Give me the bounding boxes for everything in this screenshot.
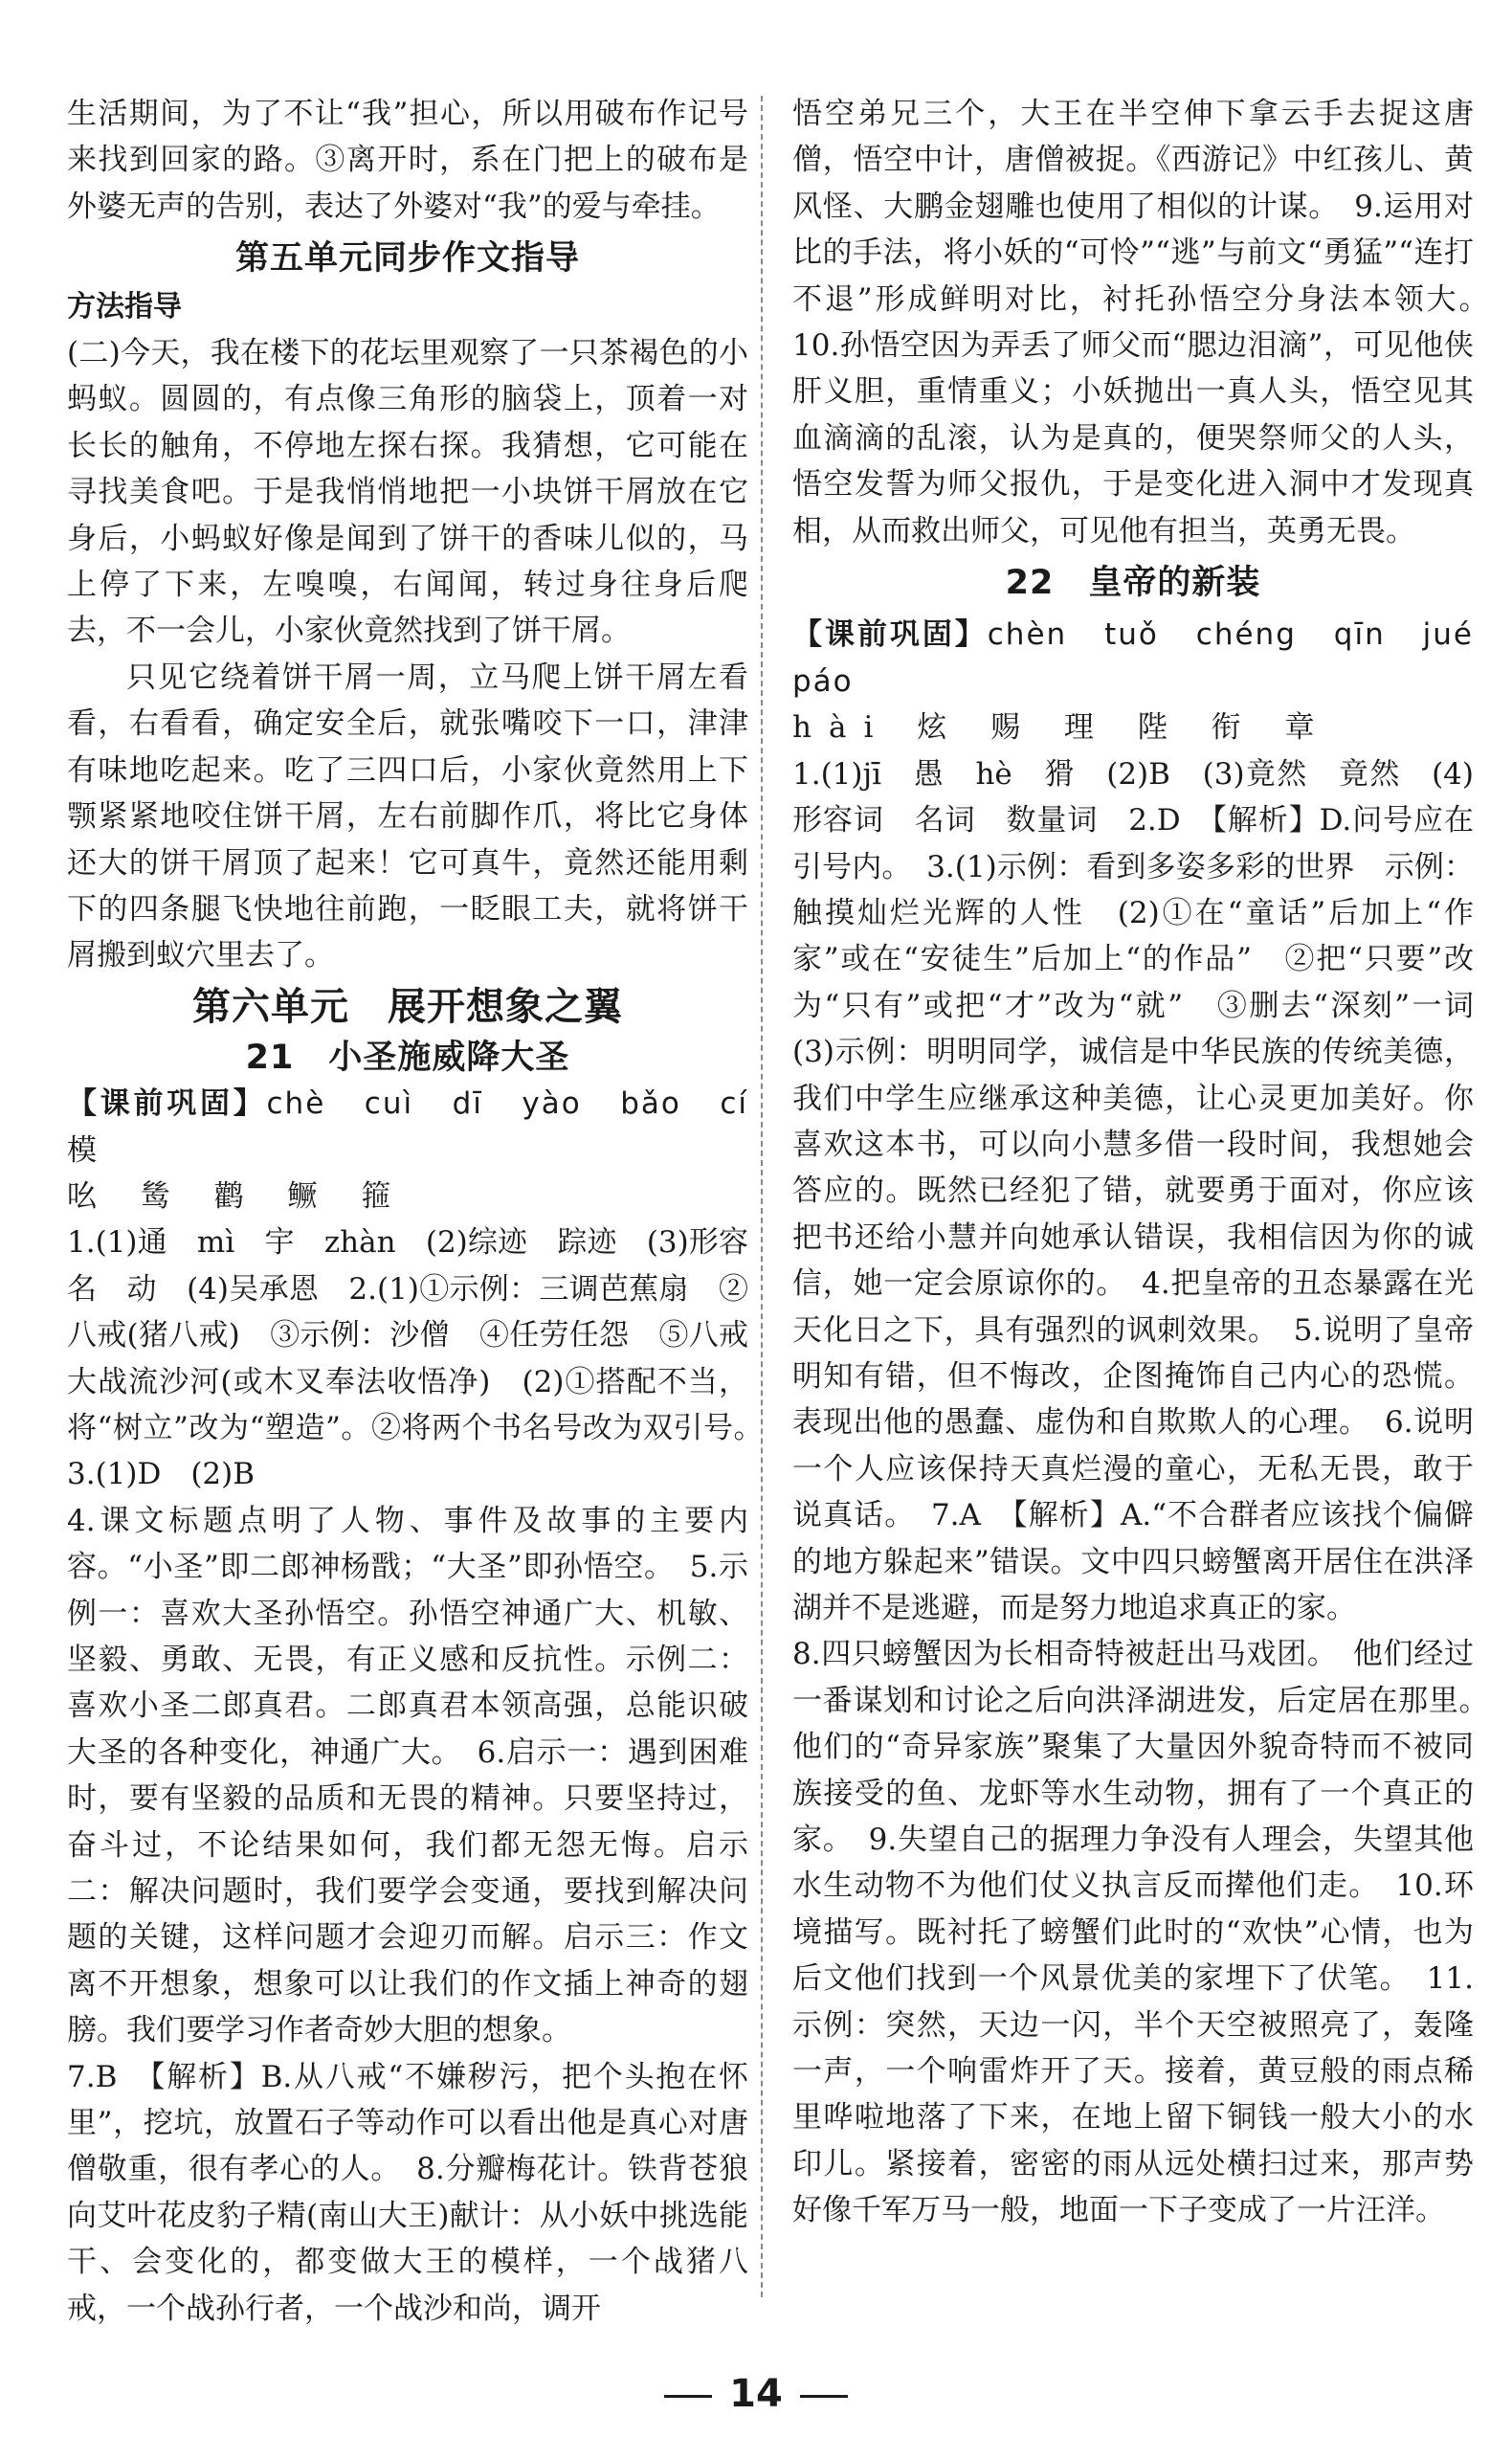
- word-row: 吆 鸶 鹳 鳜 箍: [67, 1178, 409, 1214]
- review-label: 【课前巩固】: [67, 1086, 267, 1122]
- right-column: [792, 91, 1505, 2234]
- method-label: 方法指导: [67, 289, 182, 324]
- footer-dash-left: [664, 2395, 712, 2398]
- left-column: [67, 91, 780, 2332]
- footer-dash-right: [800, 2395, 848, 2398]
- answer-paragraph: 4.课文标题点明了人物、事件及故事的主要内容。“小圣”即二郎神杨戬；“大圣”即孙悟空。 5.示例一：喜欢大圣孙悟空。孙悟空神通广大、机敏、坚毅、勇敢、无畏，有正义感和反抗性。示例二：喜欢小圣二郎真君。二郎真君本领高强，总能识破大圣的各种变化，神通广大。 6.启示一：遇到困难时，要有坚毅的品质和无畏的精神。只要坚持过，奋斗过，不论结果如何，我们都无怨无悔。启示二：解决问题时，我们要学会变通，要找到解决问题的关键，这样问题才会迎刃而解。启示三：作文离不开想象，想象可以让我们的作文插上神奇的翅膀。我们要学习作者奇妙大胆的想象。: [67, 1503, 748, 2048]
- answer-paragraph: 悟空弟兄三个，大王在半空伸下拿云手去捉这唐僧，悟空中计，唐僧被捉。《西游记》中红孩儿、黄风怪、大鹏金翅雕也使用了相似的计谋。 9.运用对比的手法，将小妖的“可怜”“逃”与前文“勇猛”“连打不退”形成鲜明对比，衬托孙悟空分身法本领大。 10.孙悟空因为弄丢了师父而“腮边泪滴”，可见他侠肝义胆，重情重义；小妖抛出一真人头，悟空见其血滴滴的乱滚，认为是真的，便哭祭师父的人头，悟空发誓为师父报仇，于是变化进入洞中才发现真相，从而救出师父，可见他有担当，英勇无畏。: [792, 97, 1503, 548]
- pre-class-review: [792, 612, 1505, 705]
- column-divider: [761, 96, 763, 2297]
- review-label: 【课前巩固】: [792, 617, 988, 653]
- pinyin-row: chè cuì dī yào bǎo cí 模: [67, 1086, 780, 1168]
- lesson-heading-22: 22 皇帝的新装: [1005, 564, 1261, 603]
- pre-class-review: [67, 1081, 780, 1174]
- unit-title: 展开想象之翼: [388, 984, 623, 1029]
- unit-heading: [67, 979, 748, 1035]
- essay-paragraph: 只见它绕着饼干屑一周，立马爬上饼干屑左看看，右看看，确定安全后，就张嘴咬下一口，津津有味地吃起来。吃了三四口后，小家伙竟然用上下颚紧紧地咬住饼干屑，左右前脚作爪，将比它身体还大的饼干屑顶了起来！它可真牛，竟然还能用剩下的四条腿飞快地往前跑，一眨眼工夫，就将饼干屑搬到蚁穴里去了。: [67, 660, 748, 973]
- page-footer: [0, 2372, 1512, 2416]
- answer-paragraph: 1.(1)通 mì 宇 zhàn (2)综迹 踪迹 (3)形容 名 动 (4)吴承恩 2.(1)①示例：三调芭蕉扇 ②八戒(猪八戒) ③示例：沙僧 ④任劳任怨 ⑤八戒大战流沙河(或木叉奉法收悟净) (2)①搭配不当，将“树立”改为“塑造”。②将两个书名号改为双引号。 3.(1)D (2)B: [67, 1225, 778, 1492]
- page-number: 14: [729, 2372, 783, 2416]
- lesson-heading-21: 21 小圣施威降大圣: [245, 1038, 570, 1077]
- answer-paragraph: 1.(1)jī 愚 hè 猾 (2)B (3)竟然 竟然 (4)形容词 名词 数量词 2.D 【解析】D.问号应在引号内。 3.(1)示例：看到多姿多彩的世界 示例：触摸灿烂光辉的人性 (2)①在“童话”后加上“作家”或在“安徒生”后加上“的作品” ②把“只要”改为“只有”或把“才”改为“就” ③删去“深刻”一词 (3)示例：明明同学，诚信是中华民族的传统美德，我们中学生应继承这种美德，让心灵更加美好。你喜欢这本书，可以向小慧多借一段时间，我想她会答应的。既然已经犯了错，就要勇于面对，你应该把书还给小慧并向她承认错误，我相信因为你的诚信，她一定会原谅你的。 4.把皇帝的丑态暴露在光天化日之下，具有强烈的讽刺效果。 5.说明了皇帝明知有错，但不悔改，企图掩饰自己内心的恐慌。表现出他的愚蠢、虚伪和自欺欺人的心理。 6.说明一个人应该保持天真烂漫的童心，无私无畏，敢于说真话。 7.A 【解析】A.“不合群者应该找个偏僻的地方躲起来”错误。文中四只螃蟹离开居住在洪泽湖并不是逃避，而是努力地追求真正的家。: [792, 756, 1503, 1625]
- word-row: hài 炫 赐 理 陛 衔 章: [792, 710, 1332, 746]
- answer-paragraph: 8.四只螃蟹因为长相奇特被赶出马戏团。 他们经过一番谋划和讨论之后向洪泽湖进发，后定居在那里。 他们的“奇异家族”聚集了大量因外貌奇特而不被同族接受的鱼、龙虾等水生动物，拥有了一个真正的家。 9.失望自己的据理力争没有人理会，失望其他水生动物不为他们仗义执言反而撵他们走。 10.环境描写。既衬托了螃蟹们此时的“欢快”心情，也为后文他们找到一个风景优美的家埋下了伏笔。 11.示例：突然，天边一闪，半个天空被照亮了，轰隆一声，一个响雷炸开了天。接着，黄豆般的雨点稀里哗啦地落了下来，在地上留下铜钱一般大小的水印儿。紧接着，密密的雨从远处横扫过来，那声势好像千军万马一般，地面一下子变成了一片汪洋。: [792, 1637, 1503, 2228]
- pinyin-row: chèn tuǒ chéng qīn jué páo: [792, 617, 1505, 699]
- section-heading-unit5: 第五单元同步作文指导: [234, 239, 580, 279]
- paragraph: 生活期间，为了不让“我”担心，所以用破布作记号来找到回家的路。③离开时，系在门把上的破布是外婆无声的告别，表达了外婆对“我”的爱与牵挂。: [67, 97, 748, 224]
- unit-number: 第六单元: [192, 984, 349, 1029]
- essay-paragraph: (二)今天，我在楼下的花坛里观察了一只茶褐色的小蚂蚁。圆圆的，有点像三角形的脑袋上，顶着一对长长的触角，不停地左探右探。我猜想，它可能在寻找美食吧。于是我悄悄地把一小块饼干屑放在它身后，小蚂蚁好像是闻到了饼干的香味儿似的，马上停了下来，左嗅嗅，右闻闻，转过身往身后爬去，不一会儿，小家伙竟然找到了饼干屑。: [67, 336, 748, 649]
- answer-paragraph: 7.B 【解析】B.从八戒“不嫌秽污，把个头抱在怀里”，挖坑，放置石子等动作可以看出他是真心对唐僧敬重，很有孝心的人。 8.分瓣梅花计。铁背苍狼向艾叶花皮豹子精(南山大王)献计：从小妖中挑选能干、会变化的，都变做大王的模样，一个战猪八戒，一个战孙行者，一个战沙和尚，调开: [67, 2059, 748, 2326]
